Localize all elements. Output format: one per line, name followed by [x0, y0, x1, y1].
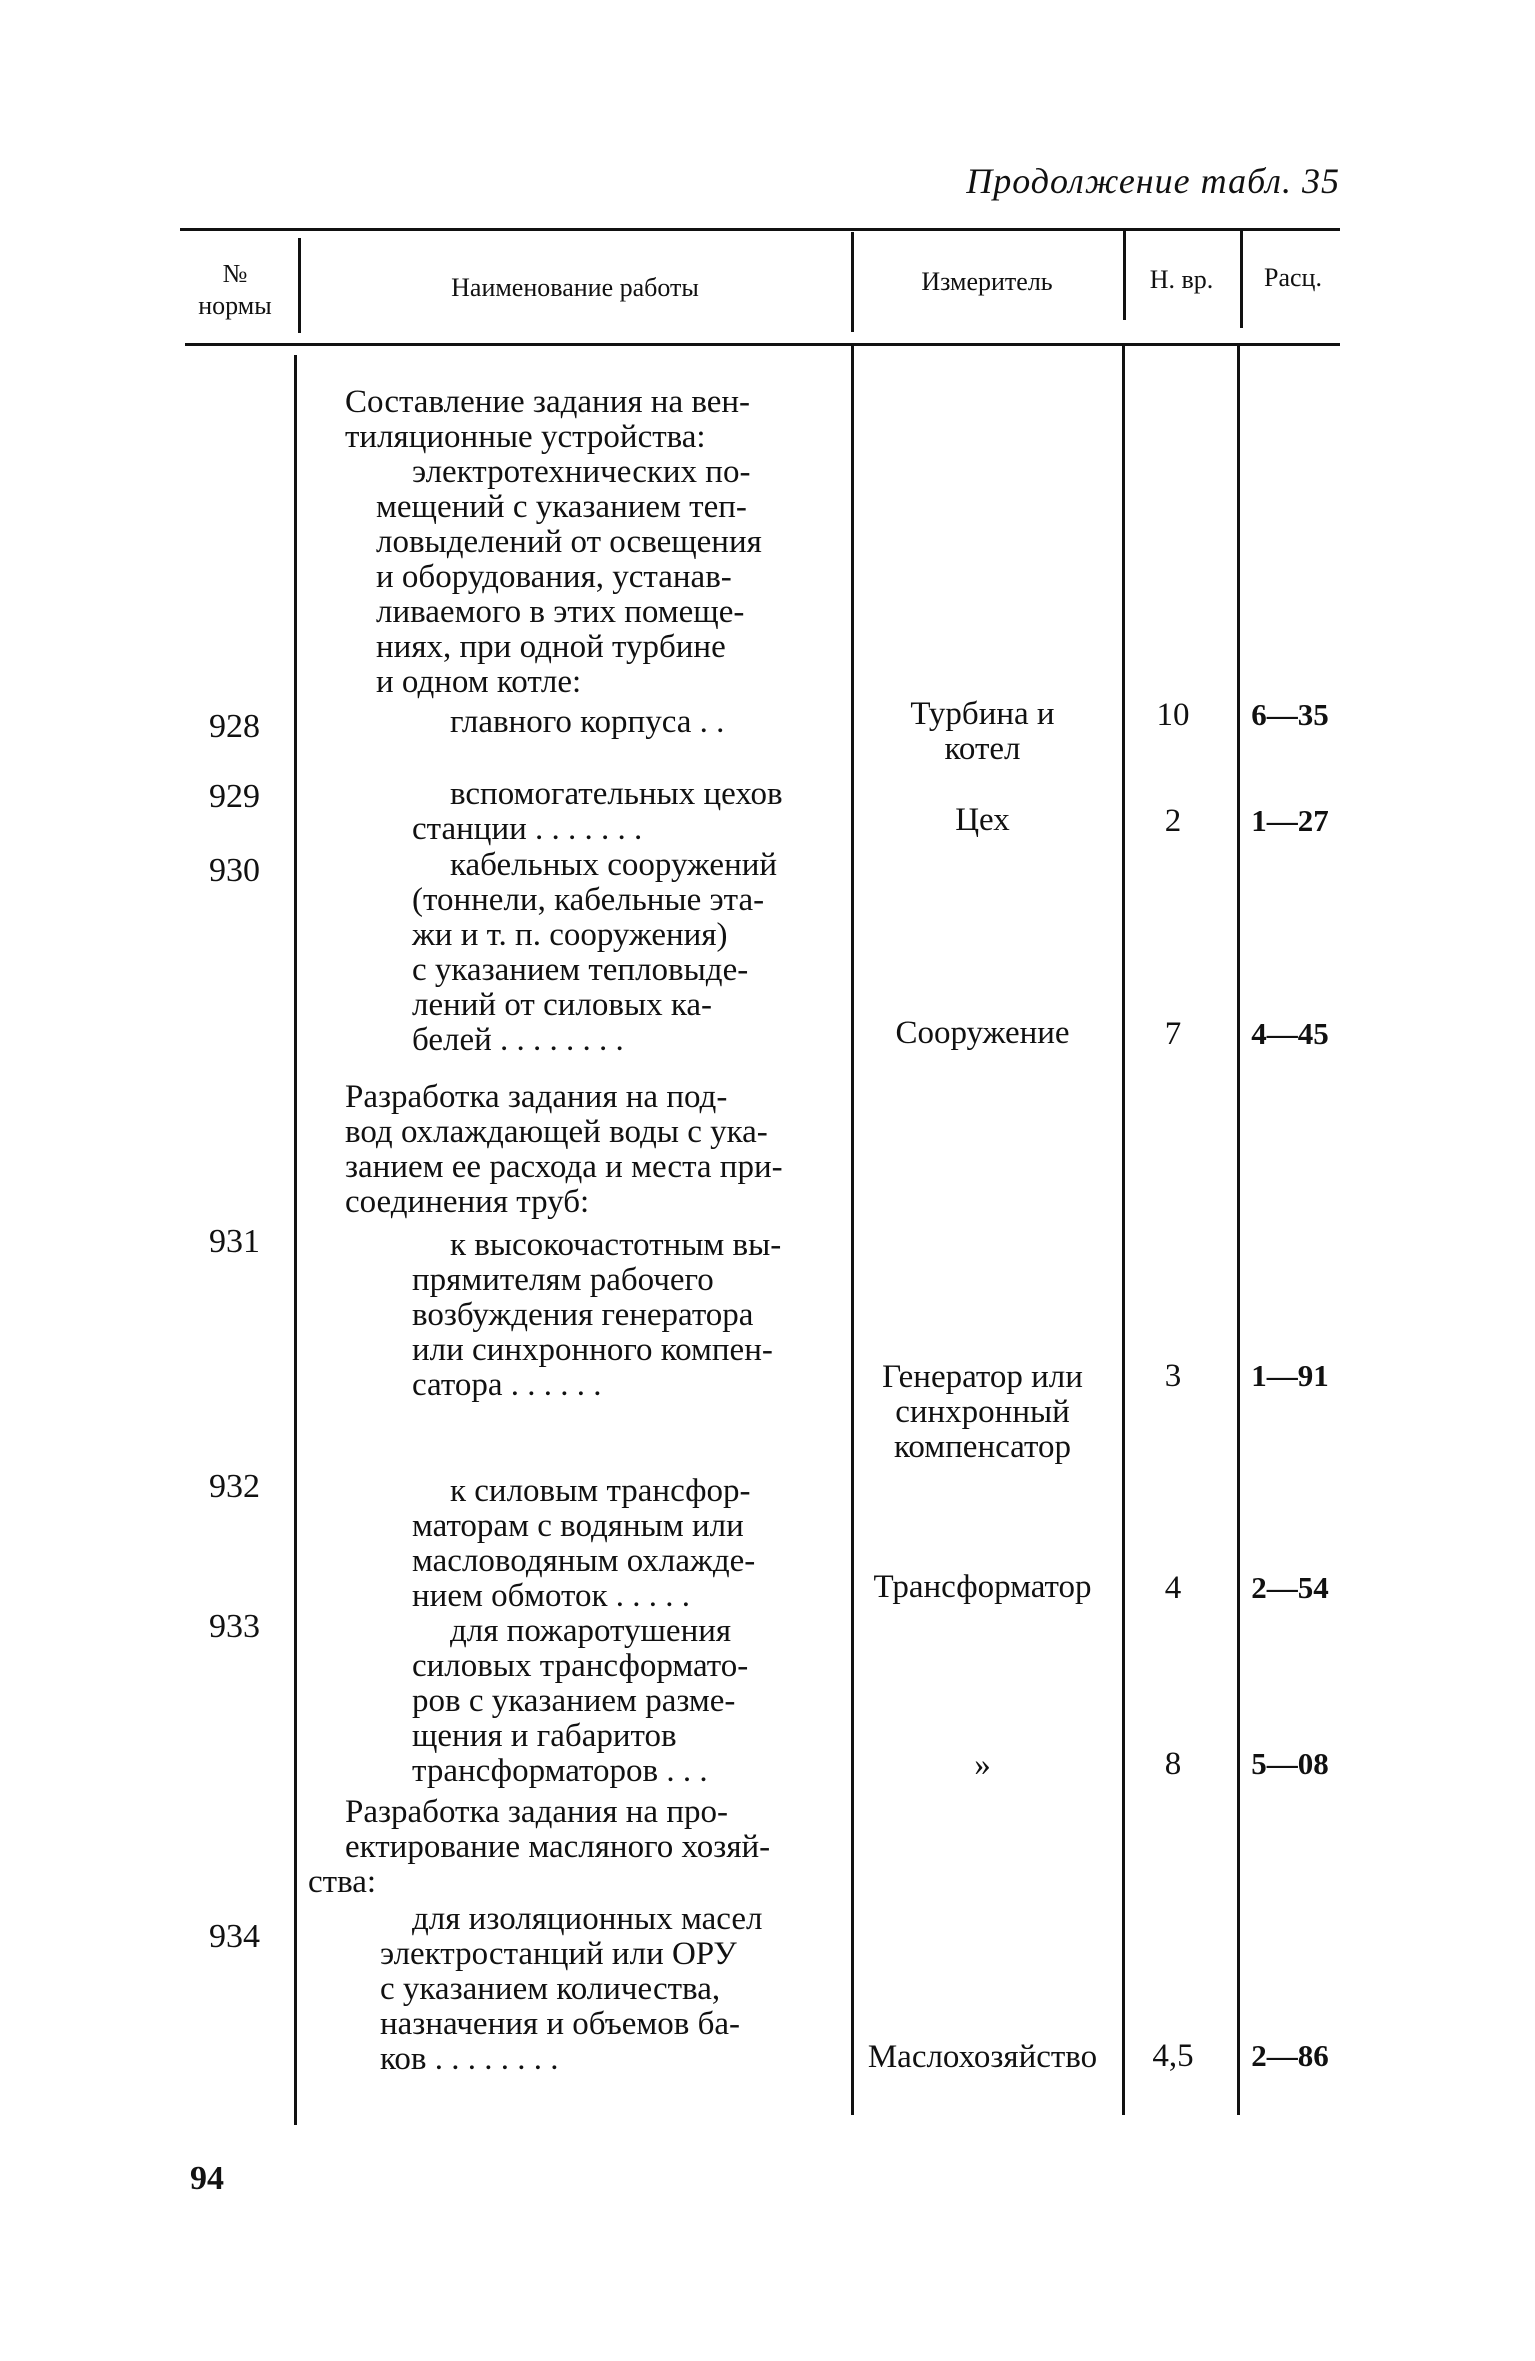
header-unit: Измеритель: [921, 267, 1053, 296]
body-divider-4: [1237, 345, 1240, 2115]
header-rate: Расц.: [1264, 263, 1322, 292]
time-930: 7: [1164, 1016, 1182, 1052]
rate-928: 6—35: [1251, 697, 1329, 732]
work-name-928: главного корпуса . .: [450, 704, 725, 740]
norm-number-933: 933: [209, 1608, 260, 1645]
section-ventilation-subtext: электротехнических по-: [412, 454, 751, 490]
rate-930: 4—45: [1251, 1016, 1329, 1051]
rate-931: 1—91: [1251, 1358, 1329, 1393]
unit-928: Турбина и котел: [910, 696, 1055, 767]
unit-934: Маслохозяйство: [867, 2039, 1098, 2075]
norm-number-932: 932: [209, 1468, 260, 1505]
time-929: 2: [1164, 803, 1182, 839]
unit-933: »: [974, 1747, 991, 1783]
time-934: 4,5: [1152, 2038, 1194, 2074]
header-bottom-rule: [185, 343, 1340, 346]
table-caption: Продолжение табл. 35: [966, 161, 1340, 201]
unit-930: Сооружение: [895, 1015, 1070, 1051]
time-933: 8: [1164, 1746, 1182, 1782]
norm-number-931: 931: [209, 1223, 260, 1260]
norm-number-934: 934: [209, 1918, 260, 1955]
rate-932: 2—54: [1251, 1570, 1329, 1605]
rate-934: 2—86: [1251, 2038, 1329, 2073]
work-name-929: вспомогательных цехов станции . . . . . . .: [412, 776, 783, 847]
unit-929: Цех: [955, 802, 1010, 838]
work-name-930: кабельных сооружений (тоннели, кабельные эта- жи и т. п. сооружения) с указанием тепловыде- лений от силовых ка- белей . . . . . . . .: [412, 847, 778, 1058]
work-name-931: к высокочастотным вы- прямителям рабочего возбуждения генератора или синхронного компен- сатора . . . . . .: [412, 1227, 782, 1403]
header-top-rule: [180, 228, 1340, 231]
time-928: 10: [1156, 697, 1190, 733]
body-divider-1: [294, 355, 297, 2125]
work-name-932: к силовым трансфор- маторам с водяным или масловодяным охлажде- нием обмоток . . . . .: [412, 1473, 756, 1614]
section-oil-facility-tail: ства:: [308, 1864, 377, 1900]
section-ventilation-body: мещений с указанием теп- ловыделений от освещения и оборудования, устанав- ливаемого в этих помеще- ниях, при одной турбине и одном котле:: [376, 489, 762, 700]
unit-931: Генератор или синхронный компенсатор: [882, 1359, 1083, 1465]
time-932: 4: [1164, 1570, 1182, 1606]
page-number: 94: [190, 2160, 224, 2197]
norm-number-929: 929: [209, 778, 260, 815]
header-num: № нормы: [198, 259, 272, 320]
norm-number-930: 930: [209, 852, 260, 889]
section-intro-oil-facility: Разработка задания на про- ектирование масляного хозяй-: [345, 1794, 771, 1865]
norm-number-928: 928: [209, 708, 260, 745]
header-time: Н. вр.: [1149, 265, 1214, 294]
body-divider-3: [1122, 345, 1125, 2115]
work-name-933: для пожаротушения силовых трансформато- ров с указанием разме- щения и габаритов трансформаторов . . .: [412, 1613, 749, 1789]
body-divider-2: [851, 345, 854, 2115]
rate-933: 5—08: [1251, 1746, 1329, 1781]
work-name-934: для изоляционных масел электростанций или ОРУ с указанием количества, назначения и объемов ба- ков . . . . . . . .: [380, 1901, 763, 2077]
section-intro-cooling-water: Разработка задания на под- вод охлаждающей воды с ука- занием ее расхода и места при- соединения труб:: [345, 1079, 783, 1220]
time-931: 3: [1164, 1358, 1182, 1394]
unit-932: Трансформатор: [873, 1569, 1092, 1605]
header-name: Наименование работы: [451, 273, 699, 302]
section-intro-ventilation: Составление задания на вен- тиляционные устройства:: [345, 384, 751, 455]
rate-929: 1—27: [1251, 803, 1329, 838]
